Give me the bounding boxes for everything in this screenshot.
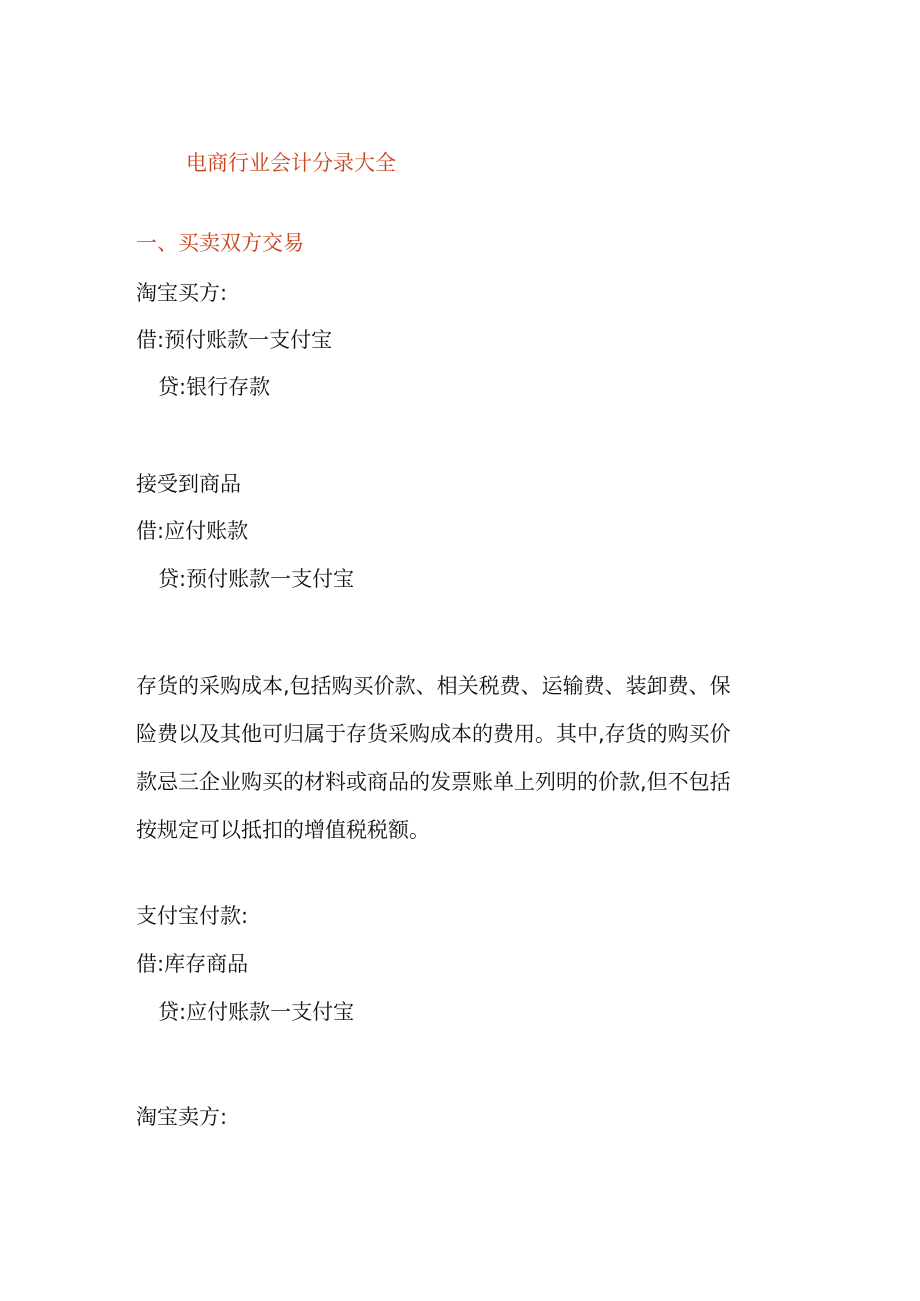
receive-credit: 贷:预付账款一支付宝 [158,567,355,591]
document-title: 电商行业会计分录大全 [186,151,396,175]
section-heading: 一、买卖双方交易 [136,231,304,255]
paragraph-line-1: 存货的采购成本,包括购买价款、相关税费、运输费、装卸费、保 [136,674,731,698]
receive-goods-heading: 接受到商品 [136,472,241,496]
paragraph-line-4: 按规定可以抵扣的增值税税额。 [136,818,430,842]
paragraph-line-3: 款忌三企业购买的材料或商品的发票账单上列明的价款,但不包括 [136,770,731,794]
buyer-pay-debit: 借:预付账款一支付宝 [136,328,333,352]
alipay-debit: 借:库存商品 [136,952,249,976]
seller-heading: 淘宝卖方: [136,1105,228,1129]
paragraph-line-2: 险费以及其他可归属于存货采购成本的费用。其中,存货的购买价 [136,722,731,746]
inventory-cost-paragraph [136,662,776,854]
alipay-credit: 贷:应付账款一支付宝 [158,1000,355,1024]
buyer-pay-credit: 贷:银行存款 [158,375,271,399]
buyer-heading: 淘宝买方: [136,281,228,305]
alipay-payment-heading: 支付宝付款: [136,904,249,928]
receive-debit: 借:应付账款 [136,519,249,543]
